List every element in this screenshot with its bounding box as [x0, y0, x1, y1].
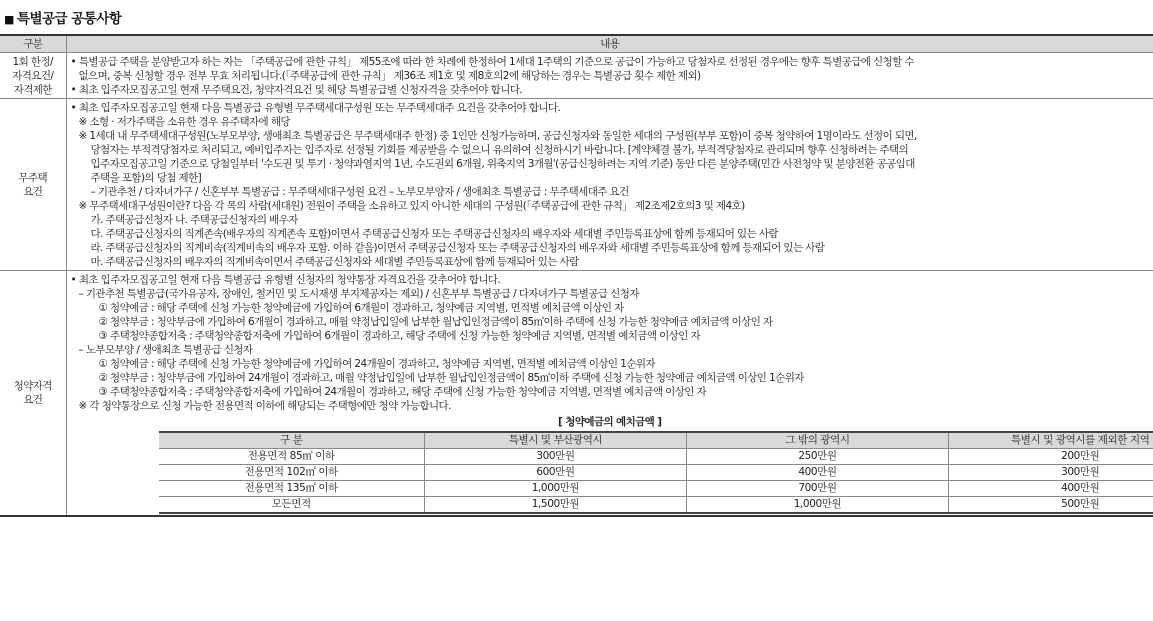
- content-line: 없으며, 중복 신청할 경우 전부 무효 처리됩니다.(「주택공급에 관한 규칙」 제36조 제1호 및 제8호의2에 해당하는 경우는 특별공급 횟수 제한 제외): [78, 70, 701, 82]
- deposit-amount-table: [159, 431, 1153, 514]
- category-line: 청약자격: [13, 380, 52, 392]
- header-content: 내용: [66, 35, 1153, 53]
- content-line: • 특별공급 주택을 분양받고자 하는 자는 「주택공급에 관한 규칙」 제55조에 따라 한 차례에 한정하여 1세대 1주택의 기준으로 공급이 가능하고 당첨자로 선정된 경우에는 향후 특별공급에 신청할 수: [70, 56, 914, 68]
- row-content: [66, 271, 1153, 517]
- deposit-cell: 500만원: [949, 497, 1153, 514]
- content-line: ③ 주택청약종합저축 : 주택청약종합저축에 가입하여 24개월이 경과하고, 해당 주택에 신청 가능한 청약예금 지역별, 면적별 예치금액 이상인 자: [98, 386, 707, 398]
- section-title-text: 특별공급 공통사항: [16, 11, 122, 27]
- section-title: [4, 7, 121, 29]
- content-line: ※ 무주택세대구성원이란? 다음 각 목의 사람(세대원) 전원이 주택을 소유하고 있지 아니한 세대의 구성원(「주택공급에 관한 규칙」 제2조제2호의3 및 제4호): [78, 200, 745, 212]
- deposit-header-cell: 특별시 및 광역시를 제외한 지역: [949, 432, 1153, 449]
- deposit-header-cell: 그 밖의 광역시: [687, 432, 949, 449]
- content-line: • 최초 입주자모집공고일 현재 다음 특별공급 유형별 무주택세대구성원 또는 무주택세대주 요건을 갖추어야 합니다.: [70, 102, 561, 114]
- deposit-cell: 전용면적 85㎡ 이하: [159, 449, 425, 465]
- content-line: ※ 소형 · 저가주택을 소유한 경우 유주택자에 해당: [78, 116, 290, 128]
- deposit-header-row: [159, 432, 1153, 449]
- category-line: 자격제한: [13, 83, 52, 96]
- deposit-cell: 400만원: [949, 481, 1153, 497]
- content-line: 라. 주택공급신청자의 직계비속(직계비속의 배우자 포함. 이하 같음)이면서 주택공급신청자 또는 주택공급신청자의 배우자와 세대별 주민등록표상에 함께 등재되어 있는 사람: [90, 242, 825, 254]
- content-line: 마. 주택공급신청자의 배우자의 직계비속이면서 주택공급신청자와 세대별 주민등록표상에 함께 등재되어 있는 사람: [90, 256, 579, 268]
- content-line: – 기관추천 / 다자녀가구 / 신혼부부 특별공급 : 무주택세대구성원 요건 – 노부모부양자 / 생애최초 특별공급 : 무주택세대주 요건: [90, 186, 629, 198]
- content-line: 입주자모집공고일 기준으로 당첨일부터 '수도권 및 투기 · 청약과열지역 1년, 수도권외 6개월, 위축지역 3개월'(공급신청하려는 지역 기준) 동안 다른 분양주택(민간 사전청약 및 분양전환 공공임대: [90, 158, 915, 170]
- category-line: 무주택: [18, 171, 48, 184]
- category-line: 요건: [23, 185, 43, 198]
- content-line: – 기관추천 특별공급(국가유공자, 장애인, 철거민 및 도시재생 부지제공자는 제외) / 신혼부부 특별공급 / 다자녀가구 특별공급 신청자: [78, 288, 639, 300]
- content-line: – 노부모부양 / 생애최초 특별공급 신청자: [78, 344, 253, 356]
- content-line: ※ 1세대 내 무주택세대구성원(노부모부양, 생애최초 특별공급은 무주택세대주 한정) 중 1인만 신청가능하며, 공급신청자와 동일한 세대의 구성원(부부 포함)이 중복 청약하여 1명이라도 선정이 되면,: [78, 130, 917, 142]
- deposit-cell: 전용면적 102㎡ 이하: [159, 465, 425, 481]
- deposit-cell: 250만원: [687, 449, 949, 465]
- deposit-cell: 200만원: [949, 449, 1153, 465]
- content-line: ① 청약예금 : 해당 주택에 신청 가능한 청약예금에 가입하여 6개월이 경과하고, 청약예금 지역별, 면적별 예치금액 이상인 자: [98, 302, 624, 314]
- content-line: ① 청약예금 : 해당 주택에 신청 가능한 청약예금에 가입하여 24개월이 경과하고, 청약예금 지역별, 면적별 예치금액 이상인 1순위자: [98, 358, 655, 370]
- deposit-table-title: [ 청약예금의 예치금액 ]: [558, 416, 662, 428]
- content-line: • 최초 입주자모집공고일 현재 다음 특별공급 유형별 신청자의 청약통장 자격요건을 갖추어야 합니다.: [70, 274, 501, 286]
- row-content: [66, 53, 1153, 99]
- deposit-cell: 1,000만원: [687, 497, 949, 514]
- deposit-row: [159, 481, 1153, 497]
- header-row: [0, 35, 1153, 53]
- deposit-cell: 1,500만원: [425, 497, 687, 514]
- content-line: 다. 주택공급신청자의 직계존속(배우자의 직계존속 포함)이면서 주택공급신청자 또는 주택공급신청자의 배우자와 세대별 주민등록표상에 함께 등재되어 있는 사람: [90, 228, 778, 240]
- row-category: [0, 99, 66, 271]
- deposit-cell: 700만원: [687, 481, 949, 497]
- category-line: 1회 한정/: [12, 55, 53, 68]
- row-category: [0, 53, 66, 99]
- table-row: [0, 53, 1153, 99]
- deposit-row: [159, 465, 1153, 481]
- deposit-header-cell: 특별시 및 부산광역시: [425, 432, 687, 449]
- content-line: ② 청약부금 : 청약부금에 가입하여 24개월이 경과하고, 매월 약정납입일에 납부한 월납입인정금액이 85㎡이하 주택에 신청 가능한 청약예금 예치금액 이상인 1순위자: [98, 372, 804, 384]
- header-category: 구분: [0, 35, 66, 53]
- row-category: [0, 271, 66, 517]
- deposit-cell: 300만원: [425, 449, 687, 465]
- category-line: 자격요건/: [12, 69, 54, 82]
- content-line: ② 청약부금 : 청약부금에 가입하여 6개월이 경과하고, 매월 약정납입일에 납부한 월납입인정금액이 85㎡이하 주택에 신청 가능한 청약예금 예치금액 이상인 자: [98, 316, 773, 328]
- deposit-row: [159, 449, 1153, 465]
- content-line: ③ 주택청약종합저축 : 주택청약종합저축에 가입하여 6개월이 경과하고, 해당 주택에 신청 가능한 청약예금 지역별, 면적별 예치금액 이상인 자: [98, 330, 701, 342]
- row-content: [66, 99, 1153, 271]
- deposit-cell: 1,000만원: [425, 481, 687, 497]
- square-bullet-icon: ■: [4, 13, 14, 26]
- category-line: 요건: [23, 394, 43, 406]
- content-line: 가. 주택공급신청자 나. 주택공급신청자의 배우자: [90, 214, 298, 226]
- common-requirements-table: [0, 34, 1153, 517]
- deposit-row: [159, 497, 1153, 514]
- deposit-cell: 400만원: [687, 465, 949, 481]
- deposit-header-cell: 구 분: [159, 432, 425, 449]
- content-line: • 최초 입주자모집공고일 현재 무주택요건, 청약자격요건 및 해당 특별공급별 신청자격을 갖추어야 합니다.: [70, 84, 523, 96]
- content-line: 당첨자는 부적격당첨자로 처리되고, 예비입주자는 입주자로 선정될 기회를 제공받을 수 없으니 유의하여 신청하시기 바랍니다. [계약체결 불가, 부적격당첨자로 관리되며 향후 신청하려는 주택의: [90, 144, 909, 156]
- content-line: ※ 각 청약통장으로 신청 가능한 전용면적 이하에 해당되는 주택형에만 청약 가능합니다.: [78, 400, 451, 412]
- table-row: [0, 99, 1153, 271]
- content-line: 주택을 포함)의 당첨 제한]: [90, 172, 202, 184]
- deposit-cell: 600만원: [425, 465, 687, 481]
- deposit-cell: 300만원: [949, 465, 1153, 481]
- table-row: [0, 271, 1153, 517]
- deposit-cell: 모든면적: [159, 497, 425, 514]
- deposit-cell: 전용면적 135㎡ 이하: [159, 481, 425, 497]
